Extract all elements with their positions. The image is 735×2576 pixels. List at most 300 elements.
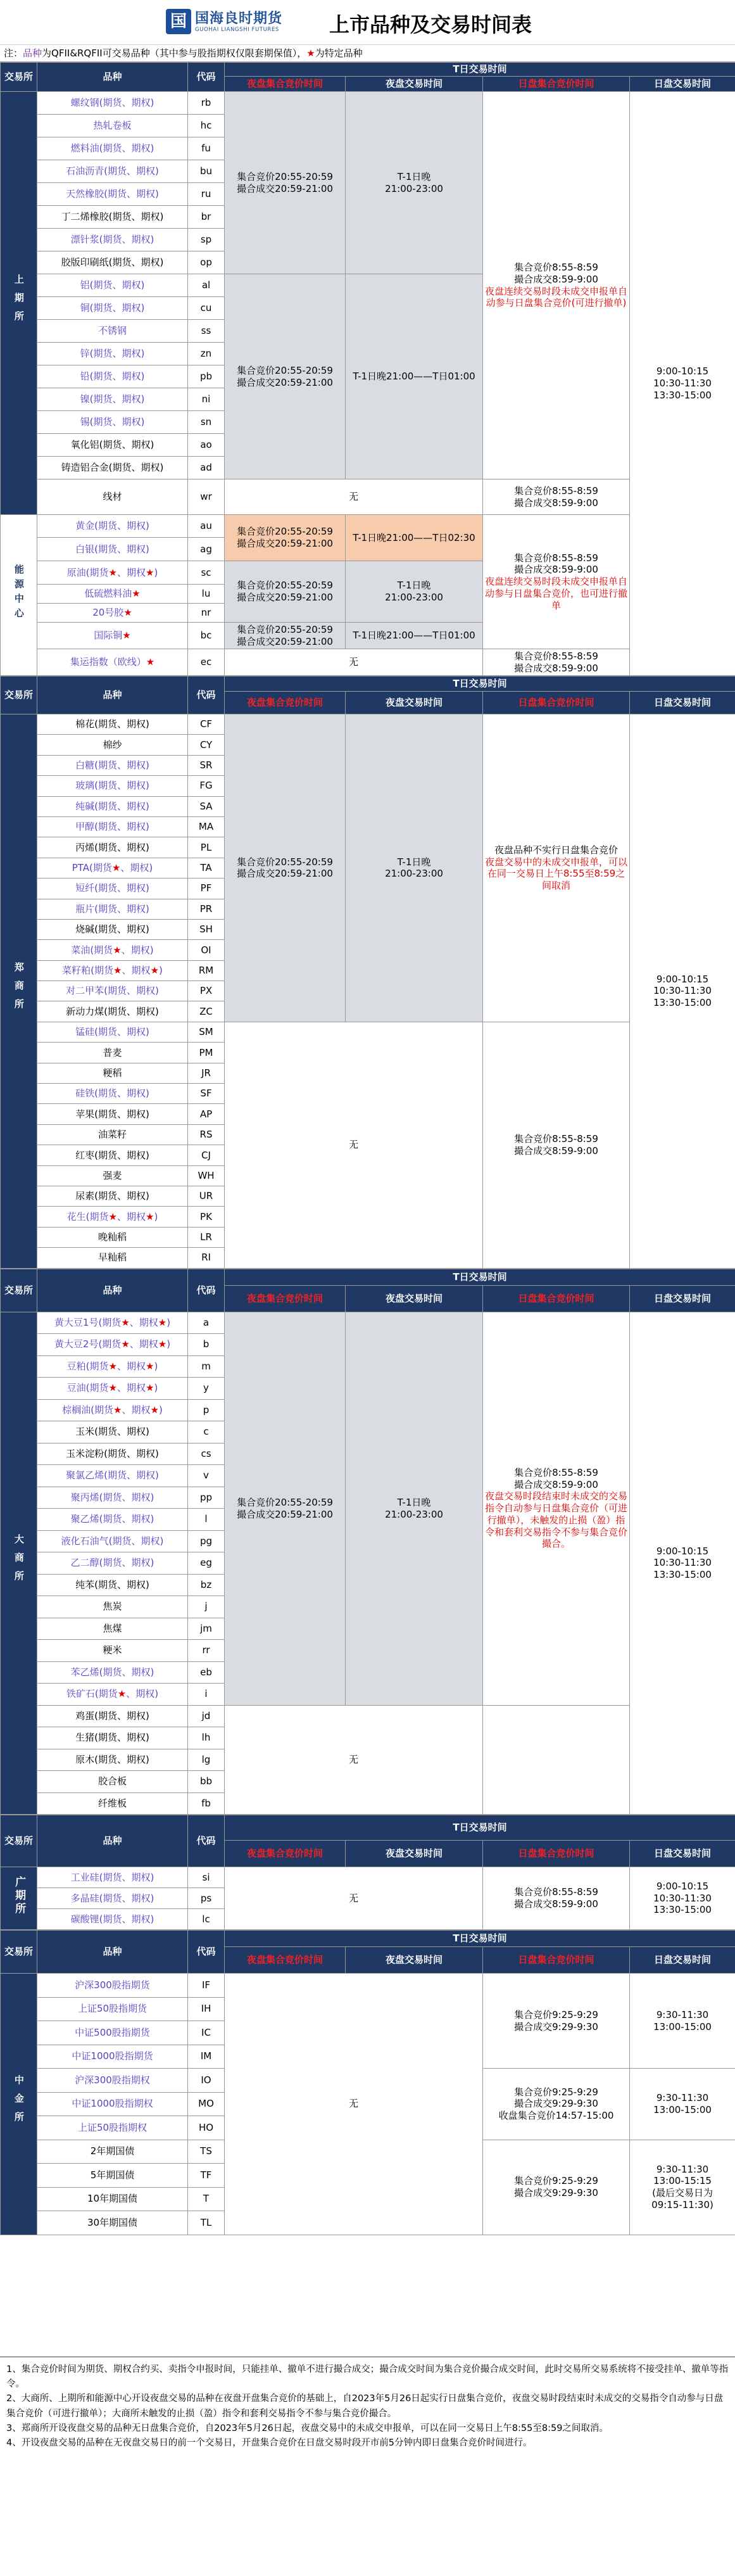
variety-name [37,561,188,585]
variety-code: c [188,1421,225,1443]
variety-name [37,183,188,206]
night-none [225,1867,483,1930]
variety-name [37,1022,188,1042]
variety-name-text: 集运指数（欧线）★ [70,656,155,668]
cffex-table [0,1930,735,2235]
qfii-note [0,45,735,62]
variety-code: sp [188,229,225,251]
night-none-text: 无 [348,1892,358,1904]
col-code: 代码 [188,1269,225,1312]
variety-code: SR [188,755,225,775]
day-auction-note: 夜盘交易中的未成交申报单，可以在同一交易日上午8:55至8:59之间取消 [484,856,627,892]
variety-code: MA [188,816,225,837]
day-auction-note: 夜盘连续交易时段未成交申报单自动参与日盘集合竞价(可进行撤单) [484,285,627,309]
variety-name [37,343,188,365]
col-day: 日盘交易时间 [630,77,735,92]
variety-code: LR [188,1227,225,1247]
variety-code: sc [188,561,225,585]
exchange-shfe [1,92,37,515]
day-auction [483,92,630,479]
variety-name-text: 氧化铝(期货、期权) [70,439,154,451]
variety-name-text: 花生(期货★、期权★) [66,1210,158,1222]
variety-name-text: 上证50股指期货 [77,2003,148,2015]
exchange-dce [1,1312,37,1815]
variety-code: eb [188,1661,225,1684]
variety-name [37,2116,188,2140]
variety-code: TA [188,858,225,878]
day-auction-note: 夜盘连续交易时段未成交申报单自动参与日盘集合竞价，也可进行撤单 [484,576,627,611]
variety-name [37,981,188,1001]
night-auction-text: 集合竞价20:55-20:59 撮合成交20:59-21:00 [237,580,333,603]
col-auction-night: 夜盘集合竞价时间 [225,77,346,92]
variety-name [37,879,188,899]
exchange-cffex-text: 中金所 [13,2074,25,2130]
variety-code: bb [188,1771,225,1793]
day-session [630,1312,735,1815]
variety-name [37,1771,188,1793]
night-auction-text: 集合竞价20:55-20:59 撮合成交20:59-21:00 [237,364,333,388]
col-night: 夜盘交易时间 [346,1285,483,1312]
night-auction [225,1312,346,1705]
variety-name-text: 工业硅(期货、期权) [70,1871,154,1883]
night-auction [225,92,346,274]
variety-name-text: 铅(期货、期权) [80,371,145,383]
variety-name [37,1399,188,1421]
day-auction-text: 集合竞价8:55-8:59 撮合成交8:59-9:00 [514,1133,598,1157]
variety-code: jd [188,1705,225,1727]
variety-name [37,776,188,796]
variety-name-text: 锌(期货、期权) [80,348,145,360]
variety-name [37,1705,188,1727]
variety-name [37,538,188,561]
variety-code: zn [188,343,225,365]
t-day-header: T日交易时间 [225,1269,735,1285]
note-text-2: 为特定品种 [315,48,363,59]
header [0,0,735,45]
night-auction [225,515,346,561]
day-auction [483,2140,630,2235]
day-auction-time: 集合竞价8:55-8:59 撮合成交8:59-9:00 [514,552,598,576]
variety-name [37,1974,188,1998]
col-variety: 品种 [37,1269,188,1312]
footnotes [0,2356,735,2456]
t-day-header: T日交易时间 [225,1815,735,1841]
variety-name [37,1378,188,1400]
variety-code: IO [188,2069,225,2093]
variety-name-text: 铸造铝合金(期货、期权) [61,462,164,474]
variety-name [37,274,188,297]
variety-name [37,1530,188,1552]
col-auction-day: 日盘集合竞价时间 [483,77,630,92]
variety-code: ag [188,538,225,561]
variety-code: au [188,515,225,538]
day-session-text: 9:30-11:30 13:00-15:15 (最后交易日为 09:15-11:30) [651,2163,713,2211]
variety-name [37,411,188,434]
variety-name [37,816,188,837]
variety-name-text: 玻璃(期货、期权) [75,780,149,792]
variety-code: ss [188,320,225,343]
variety-code: CJ [188,1145,225,1165]
night-session [346,92,483,274]
variety-name [37,1792,188,1815]
variety-name [37,1207,188,1227]
variety-name-text: 菜油(期货★、期权) [71,944,154,956]
variety-code: IH [188,1997,225,2021]
exchange-tables [0,62,735,2235]
variety-name-text: 20号胶★ [92,607,132,619]
variety-name [37,585,188,604]
night-none [225,479,483,515]
variety-code: TL [188,2211,225,2235]
footnote: 2、大商所、上期所和能源中心开设夜盘交易的品种在夜盘开盘集合竞价的基础上，自2023年5月26日起实行日盘集合竞价，夜盘交易时段结束时未成交的交易指令自动参与日盘集合竞价（可进行撤单）；大商所未触发的止损（盈）指令和套利交易指令不参与集合竞价撮合。 [6,2394,724,2419]
exchange-gfex [1,1867,37,1930]
day-session [630,714,735,1269]
variety-name-text: 铁矿石(期货★、期权) [66,1688,159,1700]
col-variety: 品种 [37,1815,188,1867]
variety-name-text: 瓶片(期货、期权) [75,903,149,915]
variety-name [37,1165,188,1186]
variety-name [37,735,188,755]
footnote: 4、开设夜盘交易的品种在无夜盘交易日的前一个交易日，开盘集合竞价在日盘交易时段开市前5分钟内即日盘集合竞价时间进行。 [6,2437,532,2448]
variety-name [37,1596,188,1618]
variety-name-text: 2年期国债 [90,2145,135,2157]
variety-name [37,1997,188,2021]
variety-name-text: 豆油(期货★、期权★) [66,1382,158,1394]
variety-name-text: 硅铁(期货、期权) [75,1088,149,1100]
variety-name-text: 焦炭 [103,1601,122,1613]
col-auction-day: 日盘集合竞价时间 [483,692,630,714]
night-session [346,1312,483,1705]
col-day: 日盘交易时间 [630,1841,735,1867]
day-session [630,92,735,676]
day-auction-text: 集合竞价8:55-8:59 撮合成交8:59-9:00 [514,650,598,674]
day-session [630,2140,735,2235]
night-session [346,714,483,1022]
variety-code: RM [188,960,225,980]
day-session-text: 9:30-11:30 13:00-15:00 [653,2008,712,2033]
variety-code: v [188,1465,225,1487]
logo-english: GUOHAI LIANGSHI FUTURES [195,27,279,33]
variety-name-text: 聚氯乙烯(期货、期权) [66,1469,159,1482]
variety-name [37,137,188,160]
variety-name [37,1867,188,1888]
variety-name-text: 油菜籽 [97,1129,127,1141]
variety-name [37,2187,188,2211]
col-night: 夜盘交易时间 [346,1841,483,1867]
variety-name [37,1487,188,1509]
col-code: 代码 [188,1931,225,1974]
variety-name-text: 沪深300股指期权 [75,2074,150,2086]
variety-name-text: 中证1000股指期权 [72,2098,153,2110]
variety-code: i [188,1684,225,1706]
variety-name-text: 豆粕(期货★、期权★) [66,1360,158,1372]
variety-name-text: 晚籼稻 [97,1231,127,1243]
exchange-ine [1,515,37,676]
variety-name [37,837,188,858]
night-none-text: 无 [348,1753,358,1765]
variety-name-text: 中证500股指期货 [75,2026,150,2038]
variety-name [37,1312,188,1334]
col-variety: 品种 [37,63,188,92]
note-purple-word: 品种 [23,48,42,59]
variety-name-text: 锡(期货、期权) [80,416,145,428]
night-none-text: 无 [348,1139,358,1151]
variety-code: al [188,274,225,297]
variety-code: ni [188,388,225,411]
variety-code: br [188,206,225,229]
variety-name-text: 棕榈油(期货★、期权★) [62,1404,163,1416]
variety-name [37,858,188,878]
variety-name [37,960,188,980]
variety-code: SF [188,1084,225,1104]
day-auction-text: 集合竞价9:25-9:29 撮合成交9:29-9:30 [514,2008,598,2033]
night-none [225,1705,483,1815]
variety-name [37,1618,188,1640]
variety-code: ZC [188,1001,225,1022]
variety-code: p [188,1399,225,1421]
variety-name [37,1640,188,1662]
variety-code: eg [188,1552,225,1575]
variety-name [37,1749,188,1771]
variety-code: JR [188,1063,225,1083]
variety-name [37,1552,188,1575]
variety-name-text: 上证50股指期权 [77,2121,148,2133]
variety-name-text: 黄大豆2号(期货★、期权★) [54,1338,171,1350]
variety-name-text: 玉米(期货、期权) [75,1426,149,1438]
variety-name-text: 白银(期货、期权) [75,543,149,555]
variety-code: lg [188,1749,225,1771]
variety-code: op [188,251,225,274]
footnote: 1、集合竞价时间为期货、期权合约买、卖指令申报时间，只能挂单、撤单不进行撮合成交；撮合成交时间为集合竞价撮合成交时间，此时交易所交易系统将不接受挂单、撤单等指令。 [6,2364,729,2390]
variety-code: si [188,1867,225,1888]
exchange-ine-text: 能源中心 [13,564,25,623]
variety-name [37,1509,188,1531]
variety-name-text: 短纤(期货、期权) [75,882,149,894]
variety-name [37,1574,188,1596]
night-auction-text: 集合竞价20:55-20:59 撮合成交20:59-21:00 [237,1496,333,1520]
variety-code: PR [188,899,225,919]
variety-name [37,919,188,939]
night-session-text: T-1日晚21:00——T日02:30 [353,531,475,543]
variety-name-text: 黄大豆1号(期货★、期权★) [54,1316,171,1328]
variety-name-text: 30年期国债 [87,2216,138,2228]
variety-code: pg [188,1530,225,1552]
col-variety: 品种 [37,1931,188,1974]
variety-code: hc [188,115,225,137]
variety-code: WH [188,1165,225,1186]
col-code: 代码 [188,63,225,92]
variety-name [37,229,188,251]
night-auction [225,623,346,649]
variety-name [37,1661,188,1684]
variety-code: UR [188,1186,225,1206]
night-session-text: T-1日晚21:00——T日01:00 [353,630,475,642]
variety-name-text: 液化石油气(期货、期权) [61,1535,164,1547]
exchange-czce-text: 郑商所 [13,961,25,1017]
variety-name-text: 10年期国债 [87,2193,138,2205]
night-session-text: T-1日晚 21:00-23:00 [385,1496,443,1520]
variety-code: MO [188,2092,225,2116]
day-auction-note: 夜盘交易时段结束时未成交的交易指令自动参与日盘集合竞价（可进行撤单），未触发的止损（盈）指令和套利交易指令不参与集合竞价撮合。 [484,1490,627,1550]
variety-name-text: 乙二醇(期货、期权) [70,1557,154,1569]
variety-name [37,1227,188,1247]
night-none-text: 无 [348,491,358,503]
variety-code: jm [188,1618,225,1640]
night-auction-text: 集合竞价20:55-20:59 撮合成交20:59-21:00 [237,170,333,194]
variety-code: ao [188,434,225,457]
variety-name-text: 棉花(期货、期权) [75,718,149,730]
variety-name [37,365,188,388]
night-none [225,649,483,676]
variety-name [37,1186,188,1206]
variety-code: rr [188,1640,225,1662]
day-session [630,2069,735,2140]
night-auction [225,274,346,479]
company-logo [166,8,321,37]
col-day: 日盘交易时间 [630,692,735,714]
night-auction-text: 集合竞价20:55-20:59 撮合成交20:59-21:00 [237,856,333,880]
variety-name-text: 沪深300股指期货 [75,1979,150,1991]
day-auction-text: 集合竞价9:25-9:29 撮合成交9:29-9:30 [514,2175,598,2199]
night-none-text: 无 [348,2098,358,2110]
day-auction [483,1022,630,1268]
col-day: 日盘交易时间 [630,1285,735,1312]
col-exchange: 交易所 [1,676,37,714]
variety-name-text: 焦煤 [103,1622,122,1634]
variety-name-text: 丁二烯橡胶(期货、期权) [61,211,164,223]
day-session-text: 9:00-10:15 10:30-11:30 13:30-15:00 [653,973,712,1009]
exchange-dce-text: 大商所 [13,1533,25,1589]
day-auction [483,1974,630,2069]
variety-code: fu [188,137,225,160]
day-session [630,1974,735,2069]
variety-name [37,115,188,137]
variety-name [37,2045,188,2069]
variety-name-text: 苯乙烯(期货、期权) [70,1666,154,1678]
dce-table [0,1269,735,1815]
variety-name [37,1888,188,1909]
variety-name-text: 热轧卷板 [93,120,132,132]
day-auction-text: 集合竞价8:55-8:59 撮合成交8:59-9:00 [514,485,598,509]
variety-name-text: 菜籽粕(期货★、期权★) [62,965,163,976]
col-exchange: 交易所 [1,1269,37,1312]
day-auction-time: 集合竞价8:55-8:59 撮合成交8:59-9:00 [514,1466,598,1490]
night-session [346,274,483,479]
variety-name-text: 烧碱(期货、期权) [75,923,149,936]
variety-name-text: 不锈钢 [97,325,127,337]
variety-code: HO [188,2116,225,2140]
variety-code: TF [188,2164,225,2188]
day-auction-czce [483,714,630,1022]
variety-name [37,160,188,183]
night-auction [225,561,346,623]
variety-code: ru [188,183,225,206]
variety-name-text: 早籼稻 [97,1252,127,1264]
variety-name-text: 燃料油(期货、期权) [70,143,154,155]
variety-code: AP [188,1104,225,1124]
variety-code: PX [188,981,225,1001]
variety-name [37,899,188,919]
variety-name-text: 胶合板 [97,1775,127,1787]
shfe-table [0,62,735,676]
variety-code: PK [188,1207,225,1227]
variety-name [37,388,188,411]
night-session [346,561,483,623]
variety-code: RI [188,1248,225,1268]
variety-name-text: 新动力煤(期货、期权) [66,1005,159,1017]
day-auction [483,1867,630,1930]
col-auction-day: 日盘集合竞价时间 [483,1285,630,1312]
variety-name [37,1063,188,1083]
page-title: 上市品种及交易时间表 [329,13,532,37]
day-session-text: 9:00-10:15 10:30-11:30 13:30-15:00 [653,1880,712,1916]
variety-name [37,2140,188,2164]
variety-code: CY [188,735,225,755]
variety-name-text: 石油沥青(期货、期权) [66,165,159,177]
variety-name [37,755,188,775]
variety-name [37,1248,188,1268]
variety-name-text: 中证1000股指期货 [72,2050,153,2062]
variety-name [37,206,188,229]
variety-name [37,434,188,457]
exchange-cffex [1,1974,37,2235]
variety-name [37,320,188,343]
variety-code: sn [188,411,225,434]
variety-code: pp [188,1487,225,1509]
variety-name-text: 原油(期货★、期权★) [66,566,158,578]
variety-name-text: 尿素(期货、期权) [75,1190,149,1202]
variety-code: wr [188,479,225,515]
variety-name [37,1334,188,1356]
variety-code: rb [188,92,225,115]
col-code: 代码 [188,676,225,714]
variety-name [37,1684,188,1706]
variety-name [37,2092,188,2116]
footnote: 3、郑商所开设夜盘交易的品种无日盘集合竞价，自2023年5月26日起，夜盘交易中的未成交申报单，可以在同一交易日上午8:55至8:59之间取消。 [6,2423,608,2433]
variety-code: ec [188,649,225,676]
day-auction-blank [483,1705,630,1815]
day-auction-time: 集合竞价8:55-8:59 撮合成交8:59-9:00 [514,262,598,285]
col-night: 夜盘交易时间 [346,692,483,714]
variety-code: CF [188,714,225,735]
variety-code: IC [188,2021,225,2045]
variety-name-text: 锰硅(期货、期权) [75,1026,149,1038]
variety-code: FG [188,776,225,796]
night-none [225,1974,483,2235]
variety-code: pb [188,365,225,388]
variety-name-text: 聚乙烯(期货、期权) [70,1513,154,1525]
variety-code: PF [188,879,225,899]
night-none-text: 无 [348,656,358,668]
variety-code: SM [188,1022,225,1042]
variety-name-text: 螺纹钢(期货、期权) [70,97,154,109]
variety-code: fb [188,1792,225,1815]
variety-name [37,1443,188,1465]
variety-name [37,251,188,274]
variety-name [37,1104,188,1124]
exchange-gfex-text: 广期所 [13,1876,26,1917]
variety-name-text: 线材 [103,491,122,503]
variety-name-text: 纤维板 [97,1797,127,1809]
t-day-header: T日交易时间 [225,1931,735,1947]
variety-code: m [188,1355,225,1378]
night-session [346,515,483,561]
col-exchange: 交易所 [1,1815,37,1867]
variety-name [37,1421,188,1443]
t-day-header: T日交易时间 [225,63,735,77]
variety-name [37,1043,188,1063]
col-auction-night: 夜盘集合竞价时间 [225,692,346,714]
